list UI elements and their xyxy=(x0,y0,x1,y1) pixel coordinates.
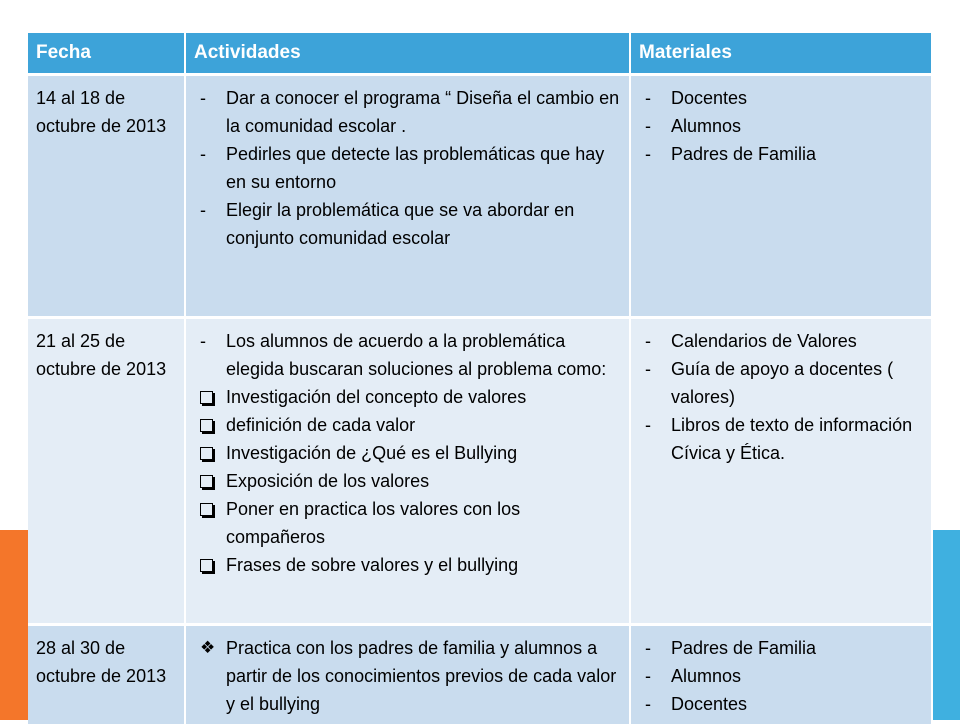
materiales-cell xyxy=(630,625,932,726)
dash-bullet-icon: - xyxy=(645,331,651,351)
material-item xyxy=(639,411,923,467)
activity-item xyxy=(194,84,621,140)
material-text: Libros de texto de información Cívica y Ética. xyxy=(671,415,913,463)
header-fecha: Fecha xyxy=(28,33,185,75)
material-item xyxy=(639,634,923,662)
actividades-list xyxy=(194,634,621,718)
decorative-bar-left xyxy=(0,530,28,720)
activity-item xyxy=(194,196,621,252)
fecha-cell: 14 al 18 de octubre de 2013 xyxy=(28,75,185,318)
activity-text: Pedirles que detecte las problemáticas que hay en su entorno xyxy=(226,144,605,192)
activity-text: Frases de sobre valores y el bullying xyxy=(226,555,519,575)
dash-bullet-icon: - xyxy=(645,359,651,379)
dash-bullet-icon: - xyxy=(645,88,651,108)
fecha-cell: 28 al 30 de octubre de 2013 xyxy=(28,625,185,726)
dash-bullet-icon: - xyxy=(645,694,651,714)
activity-item xyxy=(194,495,621,551)
dash-bullet-icon: - xyxy=(200,144,206,164)
dash-bullet-icon: - xyxy=(200,200,206,220)
table-row xyxy=(28,75,932,318)
material-text: Calendarios de Valores xyxy=(671,331,857,351)
materiales-list xyxy=(639,327,923,467)
activity-item xyxy=(194,467,621,495)
fecha-cell: 21 al 25 de octubre de 2013 xyxy=(28,318,185,625)
activity-item xyxy=(194,327,621,383)
dash-bullet-icon: - xyxy=(645,116,651,136)
material-text: Padres de Familia xyxy=(671,638,817,658)
bullet-marker xyxy=(200,495,220,524)
dash-bullet-icon: - xyxy=(645,144,651,164)
material-item xyxy=(639,690,923,718)
dash-bullet-icon: - xyxy=(200,88,206,108)
diamond-bullet-icon: ❖ xyxy=(200,638,216,657)
material-item xyxy=(639,112,923,140)
bullet-marker xyxy=(200,383,220,412)
dash-bullet-icon: - xyxy=(645,638,651,658)
bullet-marker xyxy=(200,439,220,468)
actividades-cell xyxy=(185,75,630,318)
materiales-list xyxy=(639,84,923,168)
activity-text: Elegir la problemática que se va abordar en conjunto comunidad escolar xyxy=(226,200,575,248)
dash-bullet-icon: - xyxy=(645,415,651,435)
activity-plan-table xyxy=(28,33,933,727)
activity-item xyxy=(194,140,621,196)
bullet-marker xyxy=(200,467,220,496)
materiales-cell xyxy=(630,318,932,625)
activity-item xyxy=(194,383,621,411)
material-text: Alumnos xyxy=(671,116,742,136)
material-item xyxy=(639,84,923,112)
material-text: Padres de Familia xyxy=(671,144,817,164)
material-item xyxy=(639,662,923,690)
header-row xyxy=(28,33,932,75)
checkbox-bullet-icon xyxy=(200,419,213,432)
header-materiales: Materiales xyxy=(630,33,932,75)
activity-item xyxy=(194,439,621,467)
actividades-cell xyxy=(185,625,630,726)
material-item xyxy=(639,327,923,355)
activity-text: Poner en practica los valores con los compañeros xyxy=(226,499,521,547)
activity-text: definición de cada valor xyxy=(226,415,416,435)
material-text: Guía de apoyo a docentes ( valores) xyxy=(671,359,894,407)
dash-bullet-icon: - xyxy=(645,666,651,686)
activity-text: Practica con los padres de familia y alumnos a partir de los conocimientos previos de cada valor y el bullying xyxy=(226,638,617,714)
actividades-cell xyxy=(185,318,630,625)
material-text: Alumnos xyxy=(671,666,742,686)
activity-text: Los alumnos de acuerdo a la problemática elegida buscaran soluciones al problema como: xyxy=(226,331,607,379)
actividades-list xyxy=(194,84,621,252)
table-row xyxy=(28,625,932,726)
checkbox-bullet-icon xyxy=(200,391,213,404)
decorative-bar-right xyxy=(932,530,960,720)
bullet-marker xyxy=(200,551,220,580)
activity-text: Exposición de los valores xyxy=(226,471,430,491)
material-text: Docentes xyxy=(671,694,748,714)
activity-item xyxy=(194,551,621,579)
material-item xyxy=(639,355,923,411)
bullet-marker xyxy=(200,411,220,440)
material-text: Docentes xyxy=(671,88,748,108)
activity-text: Investigación de ¿Qué es el Bullying xyxy=(226,443,518,463)
dash-bullet-icon: - xyxy=(200,331,206,351)
activity-item xyxy=(194,411,621,439)
header-actividades: Actividades xyxy=(185,33,630,75)
activity-item xyxy=(194,634,621,718)
material-item xyxy=(639,140,923,168)
checkbox-bullet-icon xyxy=(200,503,213,516)
checkbox-bullet-icon xyxy=(200,447,213,460)
activity-text: Dar a conocer el programa “ Diseña el cambio en la comunidad escolar . xyxy=(226,88,620,136)
checkbox-bullet-icon xyxy=(200,559,213,572)
activity-text: Investigación del concepto de valores xyxy=(226,387,527,407)
checkbox-bullet-icon xyxy=(200,475,213,488)
actividades-list xyxy=(194,327,621,579)
materiales-list xyxy=(639,634,923,718)
table-row xyxy=(28,318,932,625)
materiales-cell xyxy=(630,75,932,318)
